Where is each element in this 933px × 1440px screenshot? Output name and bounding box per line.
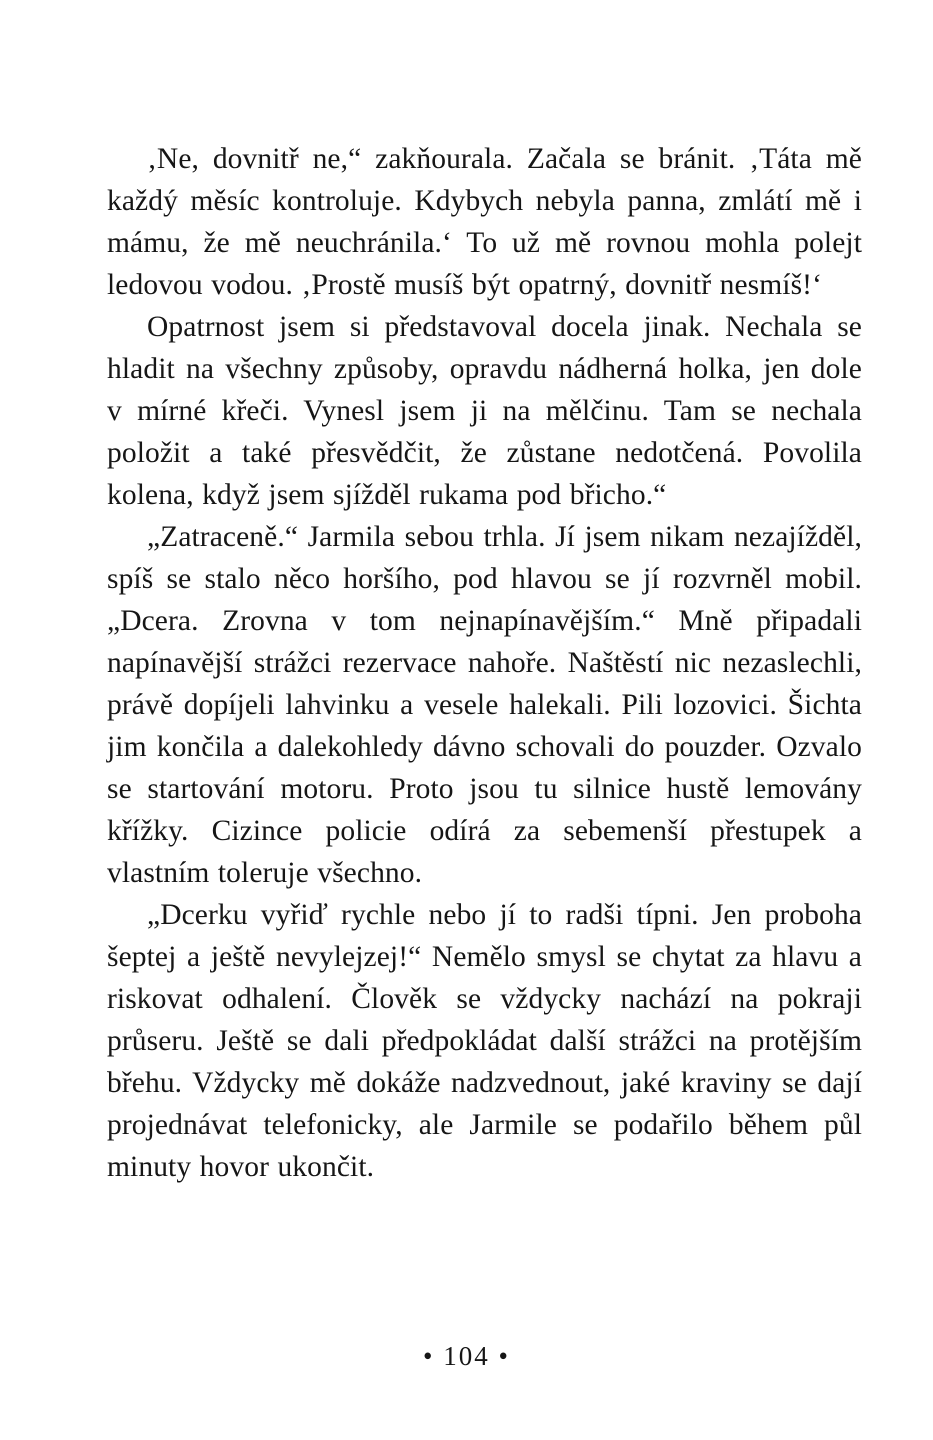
paragraph-4: „Dcerku vyřiď rychle nebo jí to radši típni. Jen proboha šeptej a ještě nevylejzej!“ Nemělo smysl se chytat za hlavu a riskovat odhalení. Člověk se vždycky nachází na pokraji průseru. Ještě se dali předpokládat další strážci na protějším břehu. Vždycky mě dokáže nadzvednout, jaké kraviny se dají projednávat telefonicky, ale Jarmile se podařilo během půl minuty hovor ukončit. [107,899,862,1183]
text-block [107,138,862,1188]
page-number-footer: • 104 • [423,1341,510,1371]
paragraph-3: „Zatraceně.“ Jarmila sebou trhla. Jí jsem nikam nezajížděl, spíš se stalo něco horšího, pod hlavou se jí rozvrněl mobil. „Dcera. Zrovna v tom nejnapínavějším.“ Mně připadali napínavější strážci rezervace nahoře. Naštěstí nic nezaslechli, právě dopíjeli lahvinku a vesele halekali. Pili lozovici. Šichta jim končila a dalekohledy dávno schovali do pouzder. Ozvalo se startování motoru. Proto jsou tu silnice hustě lemovány křížky. Cizince policie odírá za sebemenší přestupek a vlastním toleruje všechno. [107,521,862,889]
paragraph-2: Opatrnost jsem si představoval docela jinak. Nechala se hladit na všechny způsoby, opravdu nádherná holka, jen dole v mírné křeči. Vynesl jsem ji na mělčinu. Tam se nechala položit a také přesvědčit, že zůstane nedotčená. Povolila kolena, když jsem sjížděl rukama pod břicho.“ [107,311,862,511]
paragraph-1: ‚Ne, dovnitř ne,“ zakňourala. Začala se bránit. ‚Táta mě každý měsíc kontroluje. Kdybych nebyla panna, zmlátí mě i mámu, že mě neuchránila.‘ To už mě rovnou mohla polejt ledovou vodou. ‚Prostě musíš být opatrný, dovnitř nesmíš!‘ [107,143,862,301]
